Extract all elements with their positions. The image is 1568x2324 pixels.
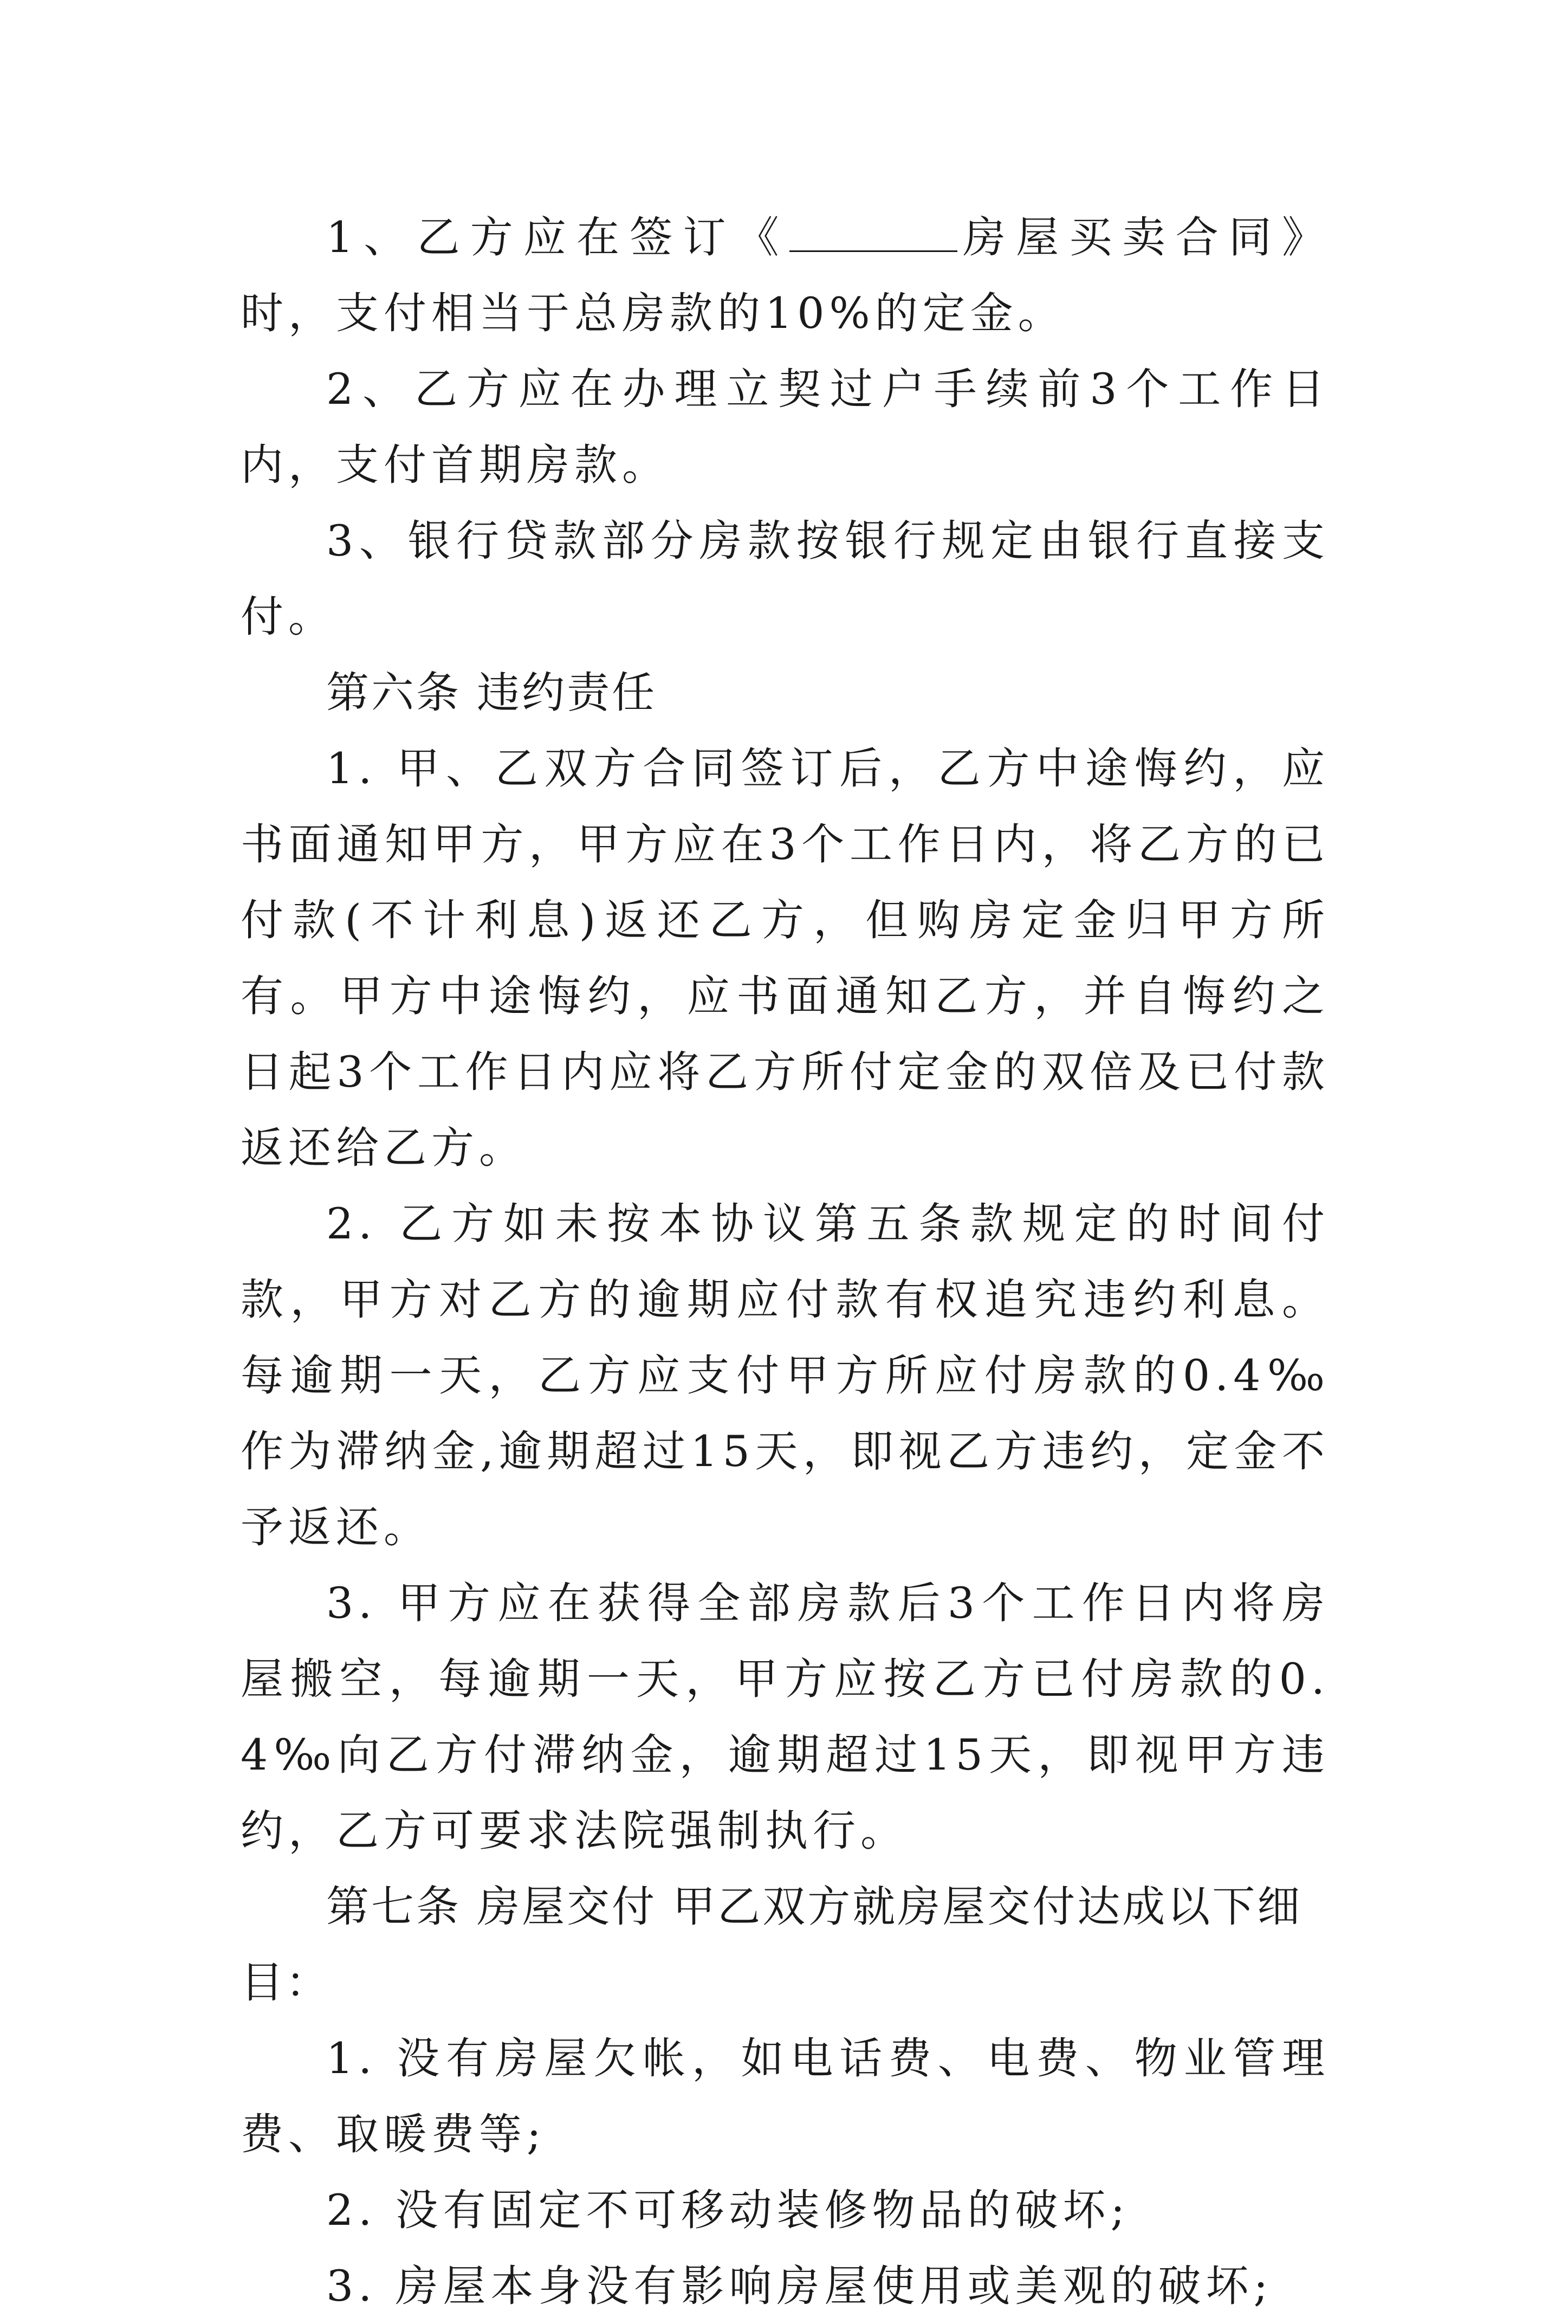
clause-5-1-text-start: 1、乙方应在签订《: [326, 212, 789, 262]
clause-6-1: 1. 甲、乙双方合同签订后，乙方中途悔约，应书面通知甲方，甲方应在3个工作日内，将乙方的已付款(不计利息)返还乙方，但购房定金归甲方所有。甲方中途悔约，应书面通知乙方，并自悔约之日起3个工作日内应将乙方所付定金的双倍及已付款返还给乙方。: [241, 744, 1330, 1173]
clause-5-3: 3、银行贷款部分房款按银行规定由银行直接支付。: [241, 516, 1330, 642]
article-7-heading: 第七条 房屋交付 甲乙双方就房屋交付达成以下细目：: [241, 1882, 1303, 2007]
clause-6-2: 2. 乙方如未按本协议第五条款规定的时间付款，甲方对乙方的逾期应付款有权追究违约利息。每逾期一天，乙方应支付甲方所应付房款的0.4‰作为滞纳金,逾期超过15天，即视乙方违约，定金不予返还。: [241, 1199, 1330, 1552]
clause-6-3: 3. 甲方应在获得全部房款后3个工作日内将房屋搬空，每逾期一天，甲方应按乙方已付房款的0.4‰向乙方付滞纳金，逾期超过15天，即视甲方违约，乙方可要求法院强制执行。: [241, 1578, 1330, 1856]
document-body: [241, 199, 1330, 2324]
clause-5-1-text-end: 房屋买卖合同》时，支付相当于总房款的10%的定金。: [241, 212, 1330, 338]
clause-7-2: 2. 没有固定不可移动装修物品的破坏;: [326, 2185, 1130, 2235]
article-6-heading: 第六条 违约责任: [326, 668, 657, 718]
clause-5-1: [241, 199, 1330, 351]
fill-in-blank: [789, 212, 957, 252]
clause-7-3: 3. 房屋本身没有影响房屋使用或美观的破坏;: [326, 2261, 1273, 2311]
clause-7-1: 1. 没有房屋欠帐，如电话费、电费、物业管理费、取暖费等;: [241, 2033, 1330, 2159]
clause-5-2: 2、乙方应在办理立契过户手续前3个工作日内，支付首期房款。: [241, 364, 1330, 490]
